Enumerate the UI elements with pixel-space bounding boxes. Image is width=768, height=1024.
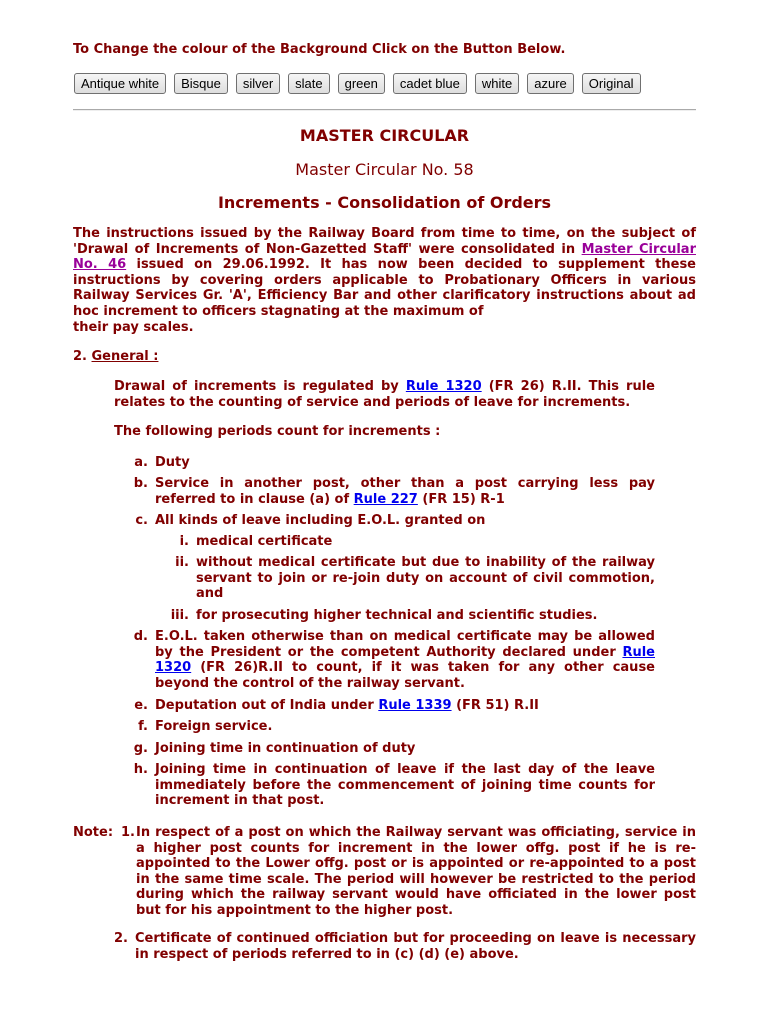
- page-title: MASTER CIRCULAR: [299, 126, 470, 145]
- master-circular-46-link[interactable]: Master Circular No. 46: [73, 241, 696, 273]
- cadet-blue-button[interactable]: cadet blue: [393, 73, 467, 94]
- rule-1320-link-2[interactable]: Rule 1320: [155, 644, 655, 676]
- list-item-f: [138, 719, 655, 735]
- para1-text-a: Drawal of increments is regulated by: [114, 379, 406, 394]
- list-item-a: [134, 455, 655, 471]
- list-marker: ii.: [175, 555, 189, 570]
- list-item-text: medical certificate: [196, 534, 333, 549]
- list-item-e: [134, 698, 655, 714]
- list-item-text: All kinds of leave including E.O.L. granted on: [155, 513, 486, 528]
- list-item-c-iii: [170, 608, 655, 624]
- list-marker: i.: [179, 534, 189, 549]
- note-1-text: In respect of a post on which the Railway servant was officiating, service in a higher post counts for increment in the lower offg. post if he is re-appointed to the Lower offg. post or is appointed or re-appointed to a post in the same time scale. The period will however be restricted to the period during which the railway servant would have officiated in the lower post but for his appointment to the higher post.: [136, 825, 696, 918]
- general-paragraph-2: The following periods count for increments :: [114, 424, 441, 439]
- list-marker: f.: [138, 719, 148, 734]
- list-item-b: [133, 476, 655, 507]
- list-item-text: Joining time in continuation of leave if the last day of the leave immediately before the commencement of joining time counts for increment in that post.: [155, 762, 655, 809]
- list-marker: iii.: [170, 608, 189, 623]
- green-button[interactable]: green: [338, 73, 385, 94]
- list-item-text: (FR 51) R.II: [451, 698, 539, 713]
- section-number: 2.: [73, 349, 92, 364]
- section-heading: [73, 349, 158, 364]
- list-item-text: Deputation out of India under: [155, 698, 379, 713]
- intro-paragraph: [73, 226, 696, 335]
- background-instruction: To Change the colour of the Background Click on the Button Below.: [73, 42, 566, 57]
- slate-button[interactable]: slate: [288, 73, 329, 94]
- section-title: General :: [91, 349, 159, 364]
- intro-text-3: their pay scales.: [73, 319, 194, 335]
- bisque-button[interactable]: Bisque: [174, 73, 228, 94]
- rule-227-link[interactable]: Rule 227: [353, 491, 418, 507]
- list-item-text: for prosecuting higher technical and scientific studies.: [196, 608, 598, 623]
- list-marker: h.: [133, 762, 148, 777]
- list-marker: d.: [133, 629, 148, 644]
- general-paragraph-1: [114, 379, 655, 410]
- note-label: Note:: [73, 825, 114, 840]
- list-item-text: Service in another post, other than a post carrying less pay referred to in clause (a) of: [155, 476, 655, 507]
- list-item-text: Duty: [155, 455, 190, 470]
- azure-button[interactable]: azure: [527, 73, 574, 94]
- list-item-text: (FR 26)R.II to count, if it was taken for any other cause beyond the control of the railway servant.: [155, 660, 655, 691]
- list-marker: c.: [135, 513, 148, 528]
- intro-text-1: The instructions issued by the Railway Board from time to time, on the subject of 'Drawal of Increments of Non-Gazetted Staff' were consolidated in: [73, 226, 696, 257]
- list-item-text: Foreign service.: [155, 719, 273, 734]
- circular-number: Master Circular No. 58: [295, 160, 474, 179]
- original-button[interactable]: Original: [582, 73, 641, 94]
- list-item-c: [135, 513, 655, 529]
- note-1-body: [121, 825, 696, 919]
- list-marker: g.: [133, 741, 148, 756]
- rule-1320-link[interactable]: Rule 1320: [405, 379, 482, 394]
- circular-subject: Increments - Consolidation of Orders: [217, 193, 552, 212]
- list-item-d: [133, 629, 655, 691]
- note-number: 2.: [114, 931, 128, 946]
- list-item-c-ii: [175, 555, 655, 602]
- list-marker: b.: [133, 476, 148, 491]
- note-2-text: Certificate of continued officiation but for proceeding on leave is necessary in respect of periods referred to in (c) (d) (e) above.: [135, 931, 696, 962]
- list-item-h: [133, 762, 655, 809]
- list-item-text: Joining time in continuation of duty: [155, 741, 416, 756]
- white-button[interactable]: white: [475, 73, 519, 94]
- list-item-text: without medical certificate but due to inability of the railway servant to join or re-join duty on account of civil commotion, and: [196, 555, 655, 602]
- para1-text-b: (FR 26) R.II. This rule relates to the counting of service and periods of leave for increments.: [114, 379, 655, 410]
- divider: [73, 109, 696, 111]
- note-number: 1.: [121, 825, 135, 840]
- rule-1339-link[interactable]: Rule 1339: [378, 698, 452, 713]
- background-color-buttons: [74, 73, 641, 94]
- list-item-g: [133, 741, 655, 757]
- list-item-text: E.O.L. taken otherwise than on medical certificate may be allowed by the President or the competent Authority declared under: [155, 629, 655, 660]
- list-item-c-i: [179, 534, 655, 550]
- silver-button[interactable]: silver: [236, 73, 280, 94]
- list-item-text: (FR 15) R-1: [417, 491, 505, 507]
- antique-white-button[interactable]: Antique white: [74, 73, 166, 94]
- list-marker: a.: [134, 455, 148, 470]
- intro-text-2: issued on 29.06.1992. It has now been decided to supplement these instructions by covering orders applicable to Probationary Officers in various Railway Services Gr. 'A', Efficiency Bar and other clarificatory instructions about ad hoc increment to officers stagnating at the maximum of: [73, 257, 696, 319]
- list-marker: e.: [134, 698, 148, 713]
